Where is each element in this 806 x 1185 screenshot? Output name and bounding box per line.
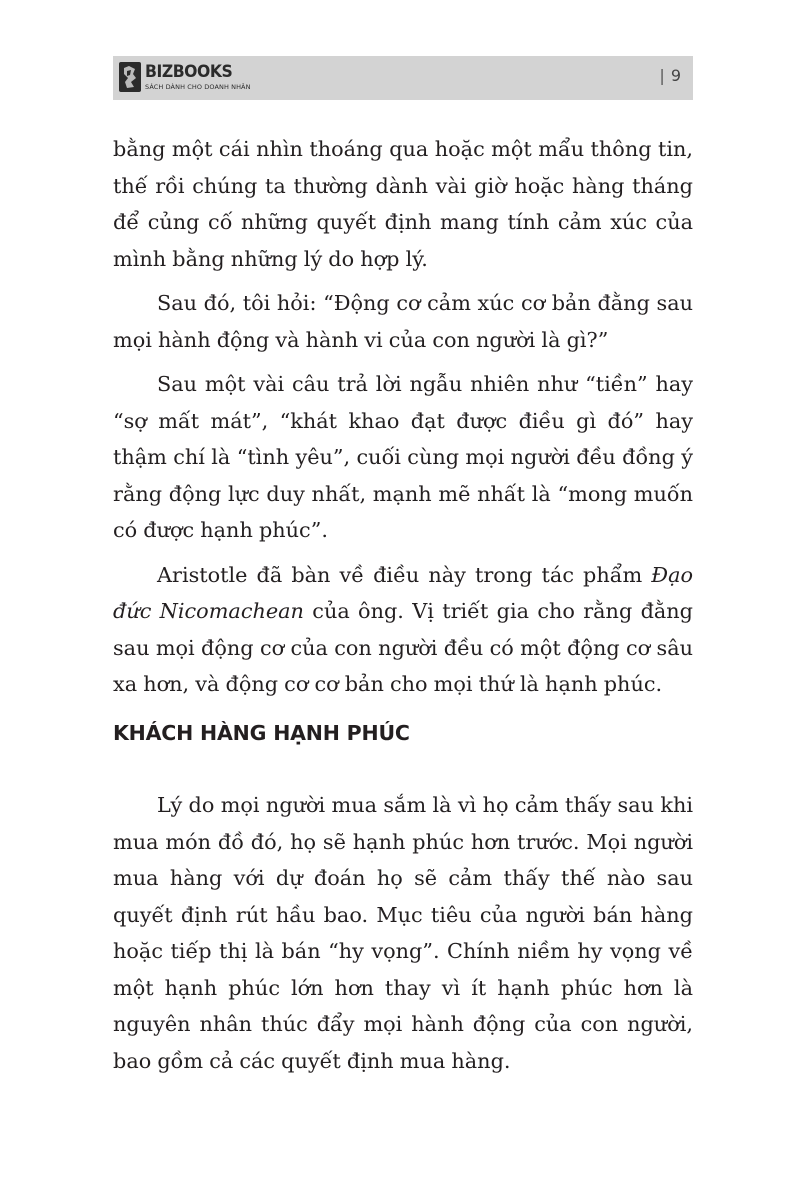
- publisher-logo: [119, 62, 251, 94]
- paragraph-5: Lý do mọi người mua sắm là vì họ cảm thấy sau khi mua món đồ đó, họ sẽ hạnh phúc hơn trước. Mọi người mua hàng với dự đoán họ sẽ cảm thấy thế nào sau quyết định rút hầu bao. Mục tiêu của người bán hàng hoặc tiếp thị là bán “hy vọng”. Chính niềm hy vọng về một hạnh phúc lớn hơn thay vì ít hạnh phúc hơn là nguyên nhân thúc đẩy mọi hành động của con người, bao gồm cả các quyết định mua hàng.: [113, 793, 693, 1073]
- body-section-top: [113, 131, 693, 703]
- page-number-separator: |: [659, 66, 665, 85]
- paragraph-2: Sau đó, tôi hỏi: “Động cơ cảm xúc cơ bản đằng sau mọi hành động và hành vi của con người là gì?”: [113, 291, 693, 352]
- running-header: [113, 56, 693, 100]
- logo-tagline: SÁCH DÀNH CHO DOANH NHÂN: [145, 83, 251, 91]
- paragraph-3: Sau một vài câu trả lời ngẫu nhiên như “tiền” hay “sợ mất mát”, “khát khao đạt được điều gì đó” hay thậm chí là “tình yêu”, cuối cùng mọi người đều đồng ý rằng động lực duy nhất, mạnh mẽ nhất là “mong muốn có được hạnh phúc”.: [113, 372, 693, 542]
- page-number-value: 9: [670, 66, 681, 85]
- paragraph-4: [113, 557, 693, 703]
- paragraph-4-text-start: Aristotle đã bàn về điều này trong tác phẩm: [157, 562, 652, 587]
- paragraph-1: bằng một cái nhìn thoáng qua hoặc một mẩu thông tin, thế rồi chúng ta thường dành vài giờ hoặc hàng tháng để củng cố những quyết định mang tính cảm xúc của mình bằng những lý do hợp lý.: [113, 137, 693, 271]
- bizbooks-logo-icon: [119, 62, 141, 92]
- book-title: Đạo đức Nicomachean: [113, 562, 693, 623]
- body-section-bottom: [113, 787, 693, 1079]
- section-heading: KHÁCH HÀNG HẠNH PHÚC: [113, 721, 410, 745]
- paragraph-4-text-end: của ông. Vị triết gia cho rằng đằng sau mọi động cơ của con người đều có một động cơ sâu xa hơn, và động cơ cơ bản cho mọi thứ là hạnh phúc.: [113, 599, 693, 696]
- logo-name: BIZBOOKS: [145, 62, 233, 82]
- page-number: [659, 66, 681, 85]
